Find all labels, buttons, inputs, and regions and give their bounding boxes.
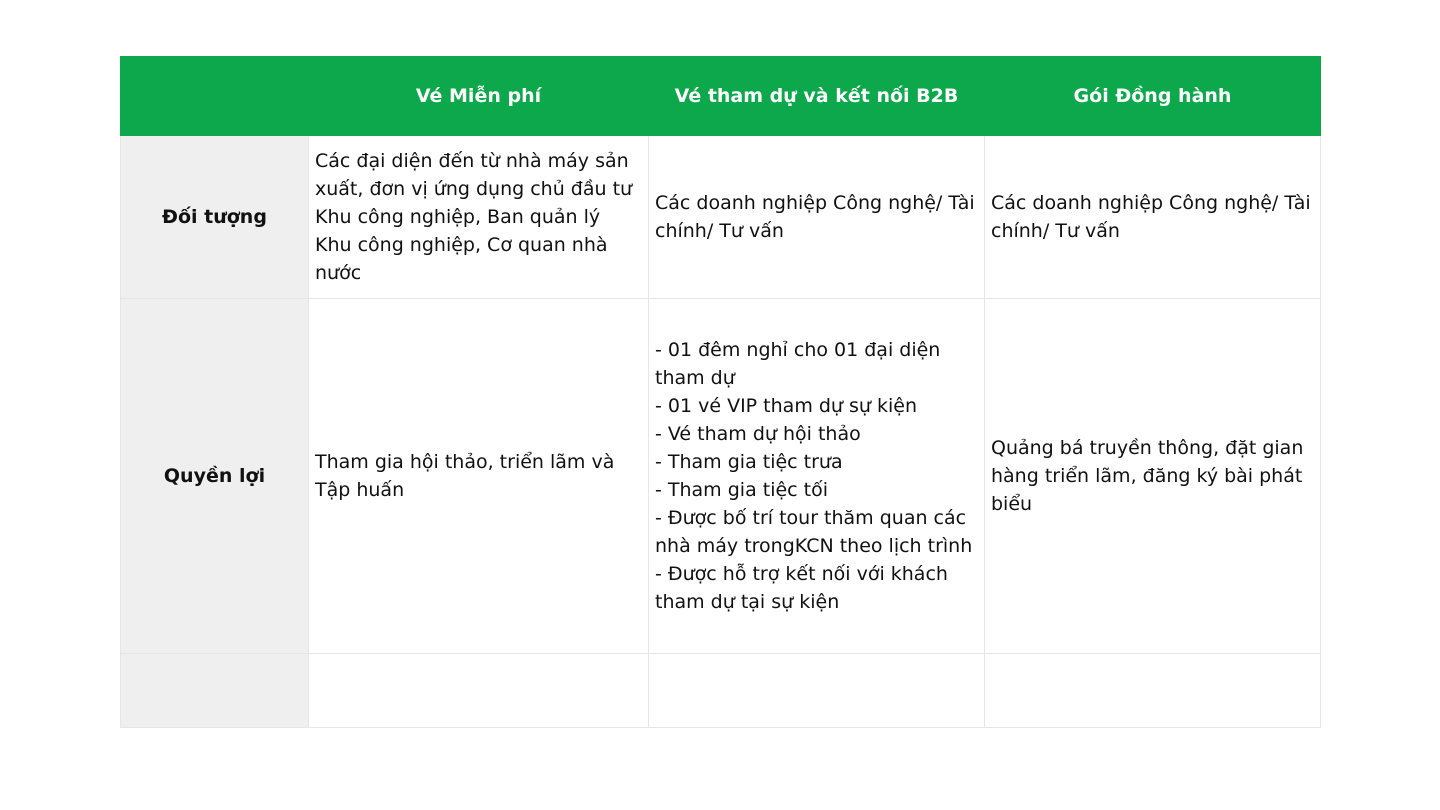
list-item: - Được hỗ trợ kết nối với khách tham dự tại sự kiện xyxy=(655,563,948,613)
list-item: - Tham gia tiệc tối xyxy=(655,479,829,501)
cell-empty xyxy=(309,654,649,728)
header-empty-cell xyxy=(121,57,309,136)
list-item: - 01 đêm nghỉ cho 01 đại diện tham dự xyxy=(655,339,941,389)
cell-empty xyxy=(985,654,1321,728)
list-item: - Vé tham dự hội thảo xyxy=(655,423,861,445)
table-header-row xyxy=(121,57,1321,136)
list-item: - 01 vé VIP tham dự sự kiện xyxy=(655,395,918,417)
list-item: - Được bố trí tour thăm quan các nhà máy trongKCN theo lịch trình xyxy=(655,507,973,557)
cell-audience-b2b: Các doanh nghiệp Công nghệ/ Tài chính/ Tư vấn xyxy=(649,136,985,299)
row-label-empty xyxy=(121,654,309,728)
cell-audience-free: Các đại diện đến từ nhà máy sản xuất, đơn vị ứng dụng chủ đầu tư Khu công nghiệp, Ban quản lý Khu công nghiệp, Cơ quan nhà nước xyxy=(309,136,649,299)
cell-audience-sponsor: Các doanh nghiệp Công nghệ/ Tài chính/ Tư vấn xyxy=(985,136,1321,299)
table-row xyxy=(121,299,1321,654)
cell-benefits-b2b xyxy=(649,299,985,654)
row-label-benefits: Quyền lợi xyxy=(121,299,309,654)
cell-benefits-sponsor: Quảng bá truyền thông, đặt gian hàng triển lãm, đăng ký bài phát biểu xyxy=(985,299,1321,654)
header-free-ticket: Vé Miễn phí xyxy=(309,57,649,136)
cell-empty xyxy=(649,654,985,728)
b2b-benefits-list xyxy=(655,336,978,616)
header-sponsor-package: Gói Đồng hành xyxy=(985,57,1321,136)
cell-benefits-free: Tham gia hội thảo, triển lãm và Tập huấn xyxy=(309,299,649,654)
ticket-comparison-table xyxy=(120,56,1321,728)
table-row xyxy=(121,654,1321,728)
header-b2b-ticket: Vé tham dự và kết nối B2B xyxy=(649,57,985,136)
list-item: - Tham gia tiệc trưa xyxy=(655,451,843,473)
comparison-table-container xyxy=(120,56,1320,728)
table-row xyxy=(121,136,1321,299)
row-label-audience: Đối tượng xyxy=(121,136,309,299)
